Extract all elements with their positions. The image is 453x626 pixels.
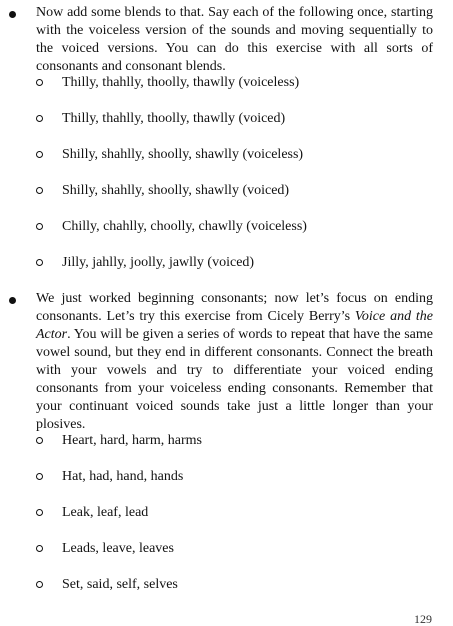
page-number: 129 <box>414 612 432 626</box>
paragraph-blends: Now add some blends to that. Say each of the following once, starting with the voiceless version of the sounds and moving sequentially to the voiced versions. You can do this exercise with all sorts of consonants and consonant blends. <box>36 5 433 74</box>
hollow-circle-icon <box>36 509 43 516</box>
paragraph-ending-consonants: We just worked beginning consonants; now let’s focus on ending consonants. Let’s try this exercise from Cicely Berry’s Voice and the Actor. You will be given a series of words to repeat that have the same vowel sound, but they end in different consonants. Connect the breath with your vowels and try to differentiate your voiced ending consonants from your voiceless ending consonants. Remember that your continuant voiced sounds take just a little longer than your plosives. <box>36 291 433 432</box>
hollow-circle-icon <box>36 473 43 480</box>
book-title: Voice and the Actor <box>36 309 433 342</box>
document-page: Now add some blends to that. Say each of the following once, starting with the voiceless version of the sounds and moving sequentially to the voiced versions. You can do this exercise with all sorts of consonants and consonant blends. Thilly, thahlly, thoolly, thawlly (voiceless) Thilly, thahlly, thoolly, thawlly (voiced) Shilly, shahlly, shoolly, shawlly (voiceless) Shilly, shahlly, shoolly, shawlly (voiced) Chilly, chahlly, choolly, chawlly (voiceless) Jilly, jahlly, joolly, jawlly (voiced) We just worked beginning consonants; now let’s focus on ending consonants. Let’s try this exercise from Cicely Berry’s Voice and the Actor. You will be given a series of words to repeat that have the same vowel sound, but they end in different consonants. Connect the breath with your vowels and try to differentiate your voiced ending consonants from your voiceless ending consonants. Remember that your continuant voiced sounds take just a little longer than your plosives. Heart, hard, harm, harms Hat, had, hand, hands Leak, leaf, lead Leads, leave, leaves Set, said, self, selves 129 <box>0 0 453 620</box>
hollow-circle-icon <box>36 79 43 86</box>
hollow-circle-icon <box>36 151 43 158</box>
hollow-circle-icon <box>36 187 43 194</box>
bullet-2-icon <box>9 297 16 304</box>
hollow-circle-icon <box>36 437 43 444</box>
hollow-circle-icon <box>36 581 43 588</box>
hollow-circle-icon <box>36 115 43 122</box>
bullet-1-icon <box>9 11 16 18</box>
hollow-circle-icon <box>36 259 43 266</box>
hollow-circle-icon <box>36 223 43 230</box>
hollow-circle-icon <box>36 545 43 552</box>
